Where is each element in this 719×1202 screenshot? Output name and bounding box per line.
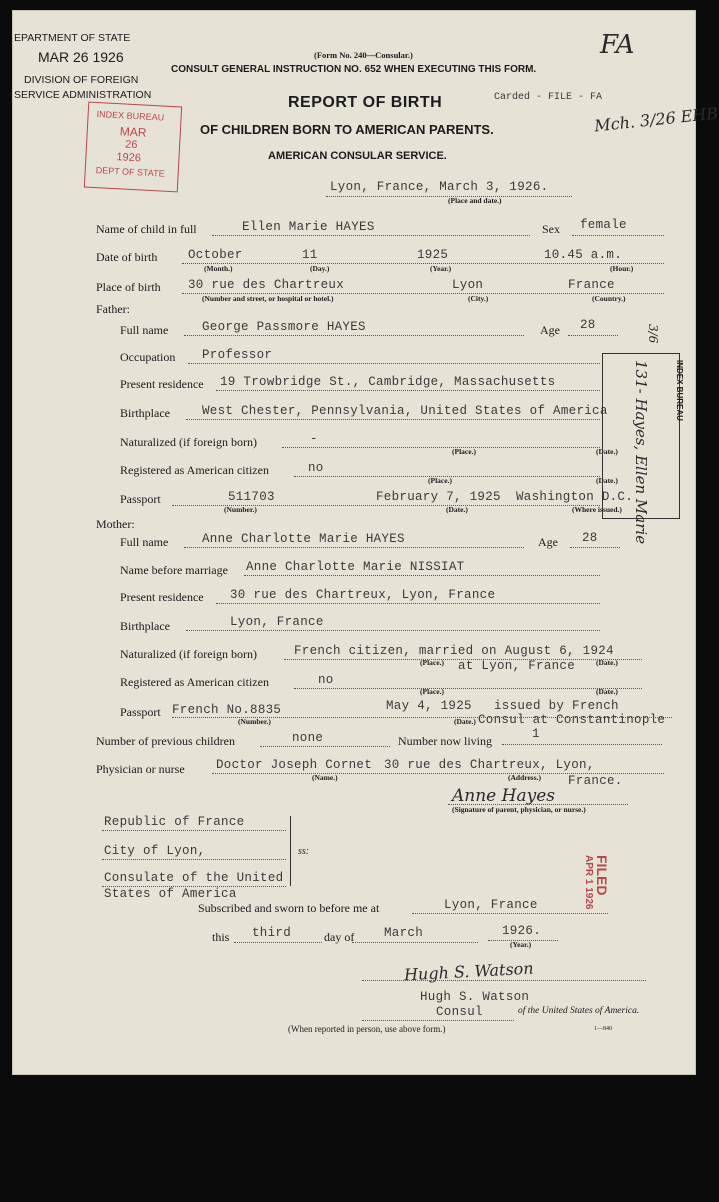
sworn-place: Lyon, France <box>444 898 538 912</box>
dept-state-stamp-date: MAR 26 1926 <box>38 49 124 65</box>
cap-street: (Number and street, or hospital or hotel.) <box>202 294 334 303</box>
child-dob-label: Date of birth <box>96 250 158 264</box>
father-occupation-label: Occupation <box>120 350 176 364</box>
mother-residence-label: Present residence <box>120 590 204 604</box>
footer-note: (When reported in person, use above form.) <box>288 1024 446 1034</box>
day-of-label: day of <box>324 930 355 944</box>
father-naturalized-value: - <box>310 432 318 446</box>
mother-passport-issued: issued by French <box>494 699 619 713</box>
handwritten-date-note: Mch. 3/26 EHB <box>593 103 719 136</box>
cap-hour: (Hour.) <box>610 264 634 273</box>
venue-line3: Consulate of the United <box>104 871 284 885</box>
filed-stamp-date: APR 1 1926 <box>583 855 594 910</box>
index-stamp-line5: DEPT OF STATE <box>95 165 165 179</box>
father-cap-date: (Date.) <box>596 447 618 456</box>
mother-cap-pdate: (Date.) <box>454 717 476 726</box>
mother-cap-place: (Place.) <box>420 658 444 667</box>
father-section-label: Father: <box>96 302 130 316</box>
corner-fa-mark: FA <box>600 30 635 60</box>
child-pob-country: France <box>568 278 615 292</box>
index-stamp-line1: INDEX BUREAU <box>96 109 165 123</box>
jurat-day: third <box>252 926 292 940</box>
mother-registered-label: Registered as American citizen <box>120 675 269 689</box>
this-label: this <box>212 930 230 944</box>
form-number: (Form No. 240—Consular.) <box>314 50 413 60</box>
cap-day: (Day.) <box>310 264 330 273</box>
mother-registered-value: no <box>318 673 334 687</box>
mother-cap-number: (Number.) <box>238 717 271 726</box>
living-value: 1 <box>532 727 540 741</box>
officer-name: Hugh S. Watson <box>420 990 530 1004</box>
physician-name: Doctor Joseph Cornet <box>216 758 373 772</box>
mother-passport-number: French No.8835 <box>172 703 282 717</box>
physician-address: 30 rue des Chartreux, Lyon, <box>384 758 595 772</box>
mother-passport-date: May 4, 1925 <box>386 699 472 713</box>
father-age-value: 28 <box>580 318 596 332</box>
carded-file-note: Carded - FILE - FA <box>494 92 603 103</box>
mother-maiden-label: Name before marriage <box>120 563 228 577</box>
parent-signature: Anne Hayes <box>452 786 555 806</box>
prev-children-value: none <box>292 731 324 745</box>
place-date-value: Lyon, France, March 3, 1926. <box>330 180 549 194</box>
father-residence-value: 19 Trowbridge St., Cambridge, Massachusetts <box>220 375 556 389</box>
cap-month: (Month.) <box>204 264 233 273</box>
mother-age-value: 28 <box>582 531 598 545</box>
mother-birthplace-value: Lyon, France <box>230 615 324 629</box>
father-registered-value: no <box>308 461 324 475</box>
father-passport-date: February 7, 1925 <box>376 490 501 504</box>
dept-state-stamp-line3: DIVISION OF FOREIGN <box>24 74 139 86</box>
child-sex-value: female <box>580 218 627 232</box>
mother-birthplace-label: Birthplace <box>120 619 170 633</box>
cap-country: (Country.) <box>592 294 626 303</box>
form-subtitle: OF CHILDREN BORN TO AMERICAN PARENTS. <box>200 122 494 137</box>
jurat-year: 1926. <box>502 924 542 938</box>
father-residence-label: Present residence <box>120 377 204 391</box>
index-stamp-day: 26 <box>124 138 138 152</box>
officer-suffix: of the United States of America. <box>518 1006 640 1016</box>
father-passport-number: 511703 <box>228 490 275 504</box>
child-dob-year: 1925 <box>417 248 449 262</box>
child-dob-month: October <box>188 248 243 262</box>
mother-age-label: Age <box>538 535 558 549</box>
father-cap-place2: (Place.) <box>428 476 452 485</box>
child-pob-city: Lyon <box>452 278 484 292</box>
birth-report-form <box>12 10 719 1075</box>
father-occupation-value: Professor <box>202 348 273 362</box>
child-name-label: Name of child in full <box>96 222 197 236</box>
filed-stamp-label: FILED <box>594 855 610 896</box>
living-label: Number now living <box>398 734 492 748</box>
father-cap-place: (Place.) <box>452 447 476 456</box>
child-pob-street: 30 rue des Chartreux <box>188 278 345 292</box>
mother-section-label: Mother: <box>96 517 135 531</box>
father-cap-number: (Number.) <box>224 505 257 514</box>
father-cap-pdate: (Date.) <box>446 505 468 514</box>
child-name-value: Ellen Marie HAYES <box>242 220 375 234</box>
physician-cap-address: (Address.) <box>508 773 541 782</box>
father-age-label: Age <box>540 323 560 337</box>
physician-country: France. <box>568 774 623 788</box>
mother-naturalized-value: French citizen, married on August 6, 1924 <box>294 644 614 658</box>
ss-mark: ss: <box>298 846 310 857</box>
filed-stamp <box>570 855 610 925</box>
mother-fullname-label: Full name <box>120 535 169 549</box>
father-birthplace-value: West Chester, Pennsylvania, United States of America <box>202 404 608 418</box>
instruction-line: CONSULT GENERAL INSTRUCTION NO. 652 WHEN EXECUTING THIS FORM. <box>171 64 537 75</box>
mother-residence-value: 30 rue des Chartreux, Lyon, France <box>230 588 496 602</box>
father-cap-where: (Where issued.) <box>572 505 622 514</box>
service-line: AMERICAN CONSULAR SERVICE. <box>268 150 447 162</box>
index-stamp-month: MAR <box>119 124 147 140</box>
venue-line2: City of Lyon, <box>104 844 206 858</box>
mother-cap-date: (Date.) <box>596 658 618 667</box>
mother-cap-place2: (Place.) <box>420 687 444 696</box>
place-date-caption: (Place and date.) <box>448 196 502 205</box>
cap-city: (City.) <box>468 294 489 303</box>
mother-cap-date2: (Date.) <box>596 687 618 696</box>
child-dob-hour: 10.45 a.m. <box>544 248 623 262</box>
mother-naturalized-place: at Lyon, France <box>458 659 576 673</box>
mother-maiden-value: Anne Charlotte Marie NISSIAT <box>246 560 465 574</box>
mother-passport-label: Passport <box>120 705 161 719</box>
father-fullname-value: George Passmore HAYES <box>202 320 366 334</box>
venue-line4: States of America <box>104 887 237 901</box>
dept-state-stamp-line4: SERVICE ADMINISTRATION <box>14 89 152 101</box>
form-title: REPORT OF BIRTH <box>288 94 443 111</box>
child-pob-label: Place of birth <box>96 280 161 294</box>
side-index-label: INDEX BUREAU <box>675 360 684 421</box>
mother-naturalized-label: Naturalized (if foreign born) <box>120 647 257 661</box>
signature-caption: (Signature of parent, physician, or nurse.) <box>452 805 586 814</box>
mother-passport-where: Consul at Constantinople <box>478 713 666 727</box>
father-fullname-label: Full name <box>120 323 169 337</box>
mother-fullname-value: Anne Charlotte Marie HAYES <box>202 532 405 546</box>
venue-line1: Republic of France <box>104 815 245 829</box>
father-cap-date2: (Date.) <box>596 476 618 485</box>
index-stamp-year: 1926 <box>116 151 142 165</box>
father-birthplace-label: Birthplace <box>120 406 170 420</box>
physician-label: Physician or nurse <box>96 762 185 776</box>
index-bureau-stamp <box>84 102 182 193</box>
officer-title: Consul <box>436 1005 483 1019</box>
child-dob-day: 11 <box>302 248 318 262</box>
father-passport-where: Washington D.C. <box>516 490 634 504</box>
physician-cap-name: (Name.) <box>312 773 338 782</box>
dept-state-stamp-line1: EPARTMENT OF STATE <box>14 32 131 44</box>
jurat-month: March <box>384 926 424 940</box>
father-naturalized-label: Naturalized (if foreign born) <box>120 435 257 449</box>
venue-brace <box>286 816 291 886</box>
sworn-label: Subscribed and sworn to before me at <box>198 901 380 915</box>
father-passport-label: Passport <box>120 492 161 506</box>
cap-year: (Year.) <box>430 264 452 273</box>
jurat-cap-year: (Year.) <box>510 940 532 949</box>
prev-children-label: Number of previous children <box>96 734 235 748</box>
father-registered-label: Registered as American citizen <box>120 463 269 477</box>
margin-note: 3/6 <box>646 324 660 344</box>
footer-code: 1—840 <box>594 1026 612 1032</box>
side-index-handwriting: 131- Hayes, Ellen Marie <box>632 360 650 545</box>
officer-signature: Hugh S. Watson <box>403 958 535 985</box>
child-sex-label: Sex <box>542 222 560 236</box>
